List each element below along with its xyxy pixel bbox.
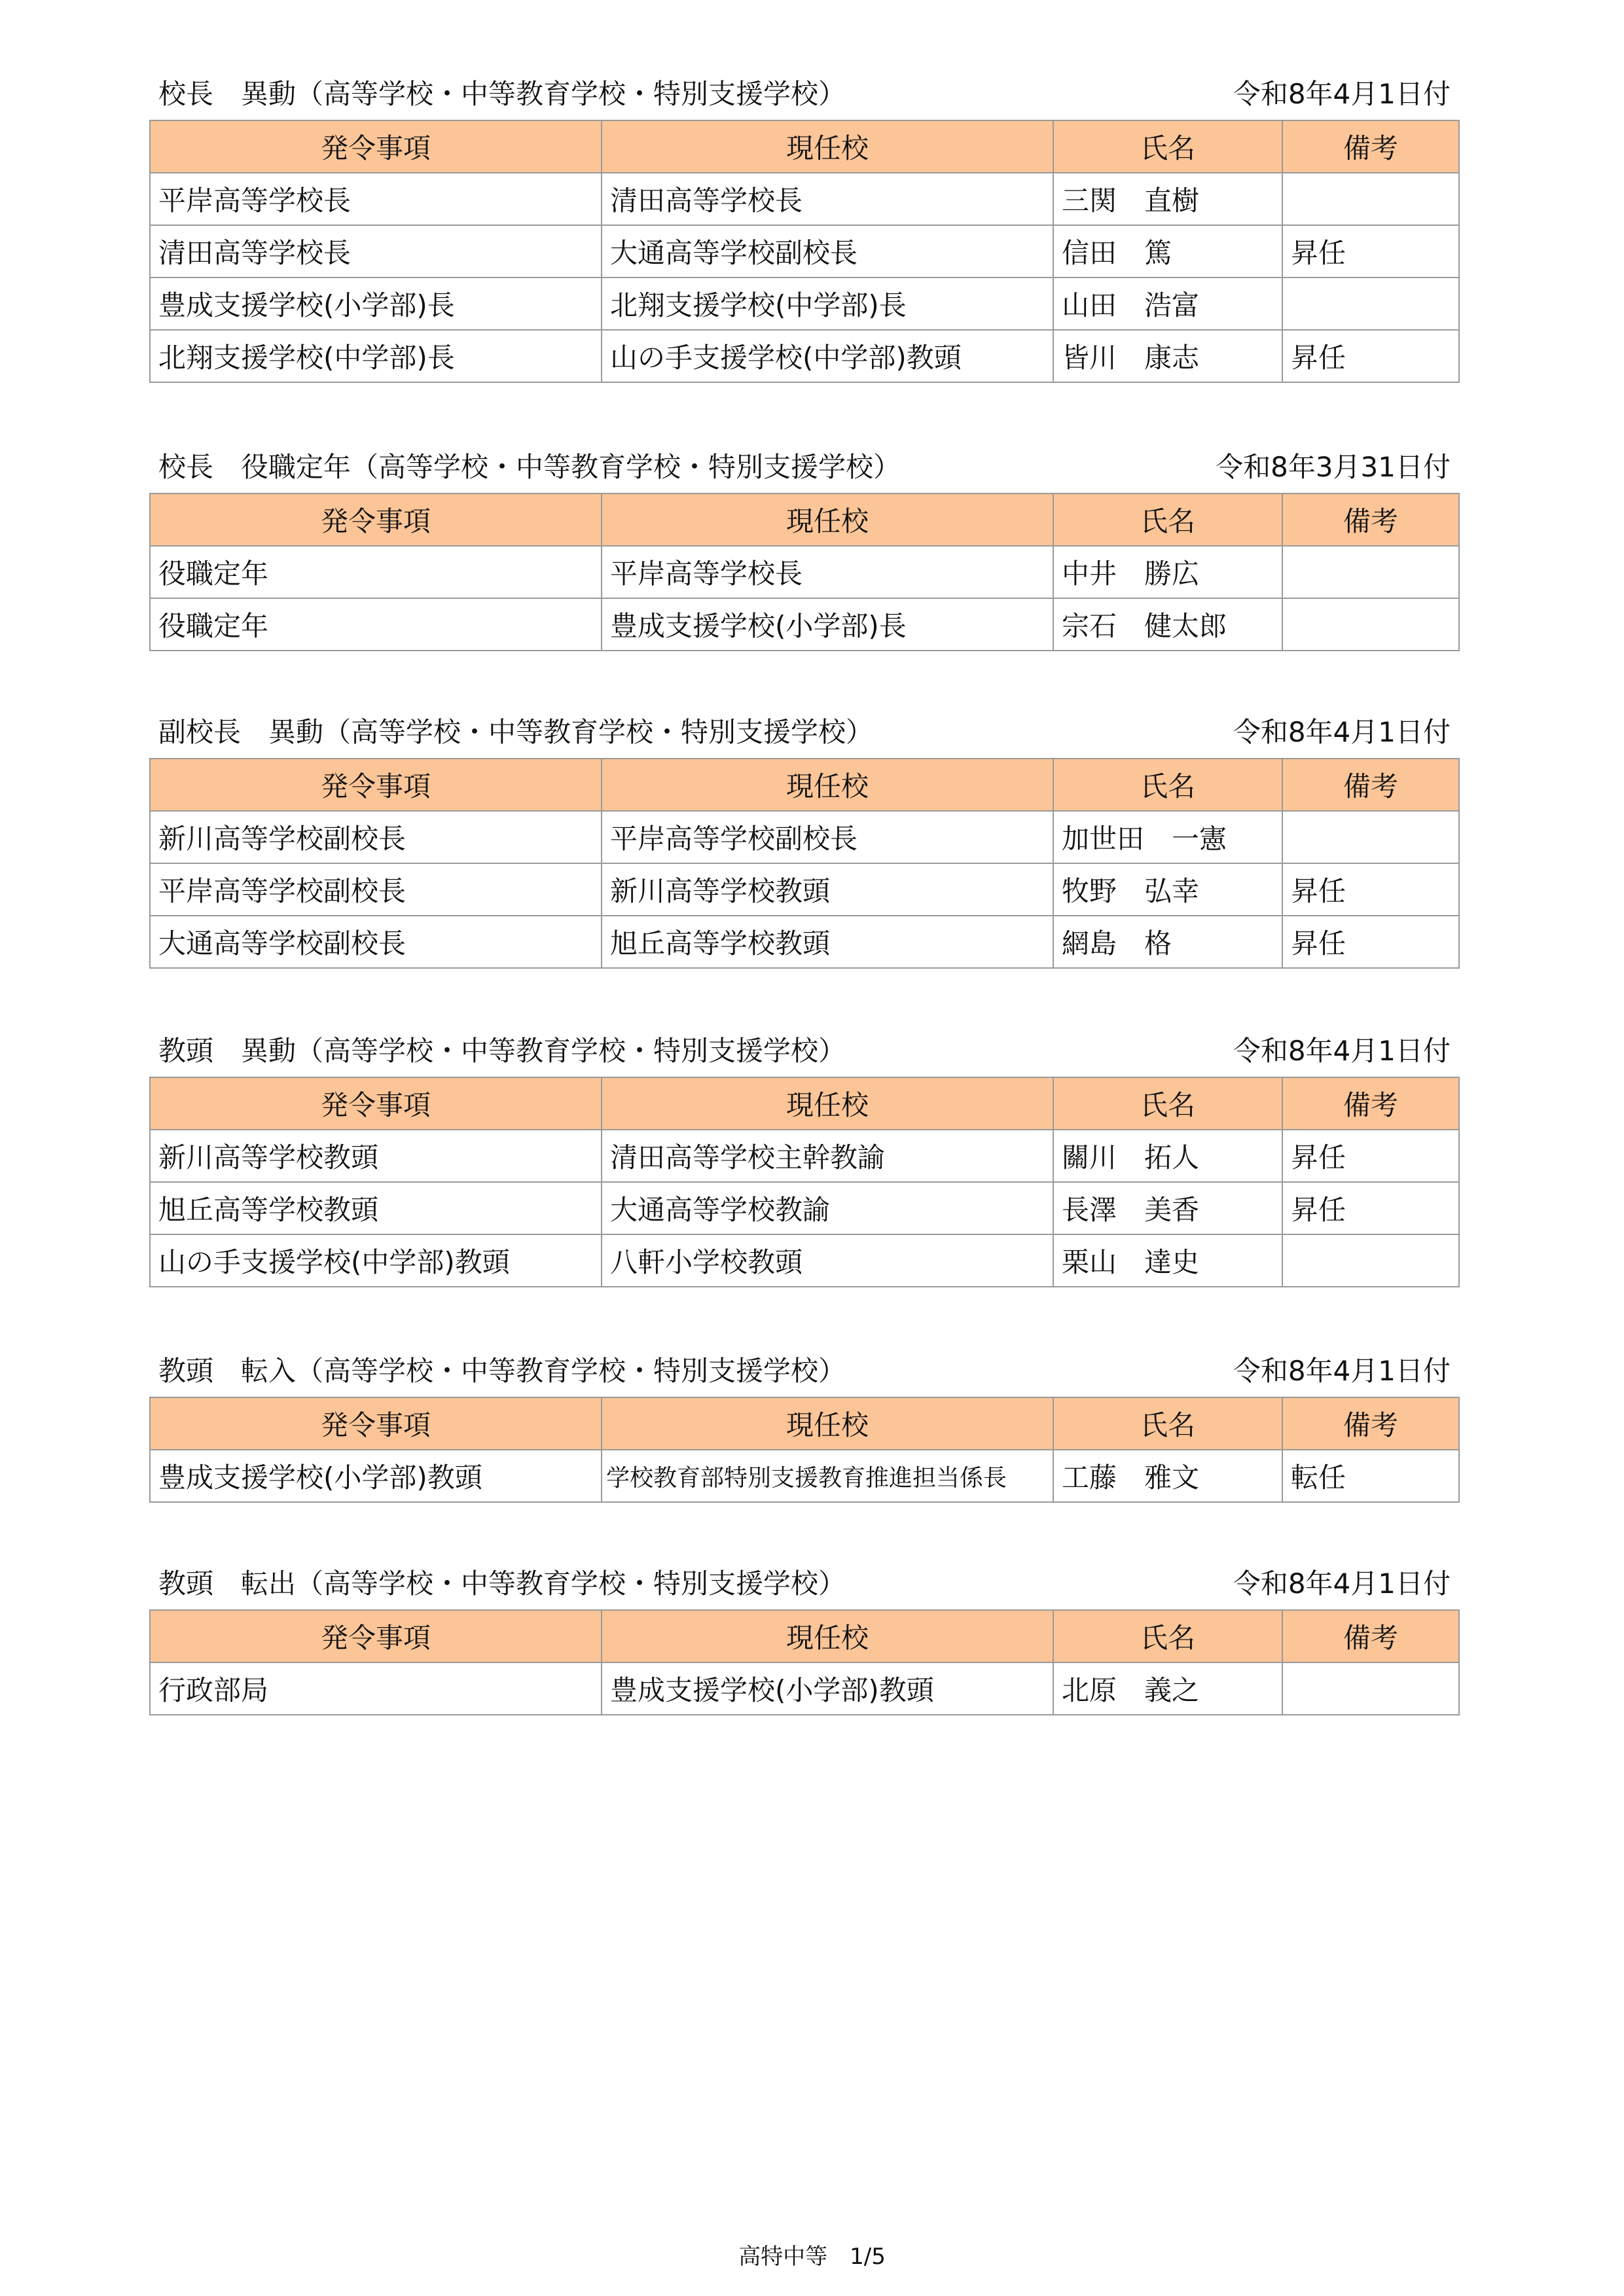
section-vice-head-transfer-out (149, 1566, 1458, 1715)
table-row (150, 225, 1459, 278)
header-name: 氏名 (1053, 120, 1282, 173)
table-row (150, 278, 1459, 330)
cell-order: 清田高等学校長 (150, 225, 602, 278)
cell-remarks (1282, 811, 1459, 863)
cell-current-school: 平岸高等学校長 (602, 546, 1053, 598)
cell-current-school: 大通高等学校教諭 (602, 1182, 1053, 1234)
header-order: 発令事項 (150, 1610, 602, 1662)
section-title: 教頭 転出（高等学校・中等教育学校・特別支援学校） (158, 1568, 846, 1600)
table-row (150, 1234, 1459, 1287)
header-current-school: 現任校 (602, 1077, 1053, 1130)
table-row (150, 916, 1459, 968)
header-name: 氏名 (1053, 759, 1282, 811)
cell-current-school: 大通高等学校副校長 (602, 225, 1053, 278)
header-order: 発令事項 (150, 759, 602, 811)
cell-name: 牧野 弘幸 (1053, 863, 1282, 916)
header-current-school: 現任校 (602, 759, 1053, 811)
cell-order: 豊成支援学校(小学部)長 (150, 278, 602, 330)
table-row (150, 811, 1459, 863)
cell-remarks: 昇任 (1282, 916, 1459, 968)
table-header-row (150, 1610, 1459, 1662)
header-name: 氏名 (1053, 493, 1282, 546)
table-row (150, 1182, 1459, 1234)
cell-name: 加世田 一憲 (1053, 811, 1282, 863)
header-name: 氏名 (1053, 1397, 1282, 1450)
table-row (150, 1130, 1459, 1182)
header-remarks: 備考 (1282, 759, 1459, 811)
table-header-row (150, 493, 1459, 546)
table-header-row (150, 1077, 1459, 1130)
cell-order: 新川高等学校教頭 (150, 1130, 602, 1182)
table-header-row (150, 1397, 1459, 1450)
header-current-school: 現任校 (602, 1397, 1053, 1450)
section-header (149, 450, 1458, 493)
cell-remarks (1282, 278, 1459, 330)
personnel-table (149, 120, 1460, 383)
cell-current-school: 清田高等学校主幹教諭 (602, 1130, 1053, 1182)
section-title: 教頭 異動（高等学校・中等教育学校・特別支援学校） (158, 1035, 846, 1067)
cell-current-school: 新川高等学校教頭 (602, 863, 1053, 916)
cell-order: 平岸高等学校長 (150, 173, 602, 225)
table-row (150, 1662, 1459, 1715)
table-header-row (150, 120, 1459, 173)
section-date: 令和8年4月1日付 (1233, 1035, 1451, 1067)
section-date: 令和8年4月1日付 (1233, 1568, 1451, 1600)
header-remarks: 備考 (1282, 1077, 1459, 1130)
cell-current-school: 八軒小学校教頭 (602, 1234, 1053, 1287)
cell-current-school: 山の手支援学校(中学部)教頭 (602, 330, 1053, 382)
header-current-school: 現任校 (602, 493, 1053, 546)
cell-name: 皆川 康志 (1053, 330, 1282, 382)
section-date: 令和8年3月31日付 (1216, 451, 1451, 483)
cell-remarks (1282, 598, 1459, 651)
cell-remarks (1282, 1662, 1459, 1715)
section-header (149, 1566, 1458, 1609)
cell-order: 新川高等学校副校長 (150, 811, 602, 863)
table-row (150, 598, 1459, 651)
cell-order: 行政部局 (150, 1662, 602, 1715)
cell-order: 旭丘高等学校教頭 (150, 1182, 602, 1234)
cell-order: 大通高等学校副校長 (150, 916, 602, 968)
cell-current-school: 清田高等学校長 (602, 173, 1053, 225)
cell-name: 關川 拓人 (1053, 1130, 1282, 1182)
cell-name: 北原 義之 (1053, 1662, 1282, 1715)
cell-order: 山の手支援学校(中学部)教頭 (150, 1234, 602, 1287)
cell-order: 北翔支援学校(中学部)長 (150, 330, 602, 382)
section-header (149, 77, 1458, 120)
cell-order: 役職定年 (150, 546, 602, 598)
cell-name: 網島 格 (1053, 916, 1282, 968)
section-date: 令和8年4月1日付 (1233, 1355, 1451, 1387)
cell-current-school: 学校教育部特別支援教育推進担当係長 (602, 1450, 1053, 1502)
table-row (150, 173, 1459, 225)
cell-order: 豊成支援学校(小学部)教頭 (150, 1450, 602, 1502)
cell-current-school: 豊成支援学校(小学部)教頭 (602, 1662, 1053, 1715)
personnel-table (149, 1077, 1460, 1287)
section-vice-head-transfer-in (149, 1354, 1458, 1503)
cell-name: 信田 篤 (1053, 225, 1282, 278)
header-remarks: 備考 (1282, 120, 1459, 173)
cell-remarks: 昇任 (1282, 1130, 1459, 1182)
section-title: 校長 役職定年（高等学校・中等教育学校・特別支援学校） (158, 451, 901, 483)
section-principal-transfer (149, 77, 1458, 383)
header-name: 氏名 (1053, 1077, 1282, 1130)
cell-name: 三関 直樹 (1053, 173, 1282, 225)
header-order: 発令事項 (150, 1077, 602, 1130)
cell-remarks: 転任 (1282, 1450, 1459, 1502)
cell-current-school: 北翔支援学校(中学部)長 (602, 278, 1053, 330)
section-vice-principal-transfer (149, 715, 1458, 969)
header-order: 発令事項 (150, 120, 602, 173)
section-date: 令和8年4月1日付 (1233, 78, 1451, 110)
cell-name: 山田 浩富 (1053, 278, 1282, 330)
table-row (150, 863, 1459, 916)
section-header (149, 715, 1458, 758)
cell-name: 栗山 達史 (1053, 1234, 1282, 1287)
header-current-school: 現任校 (602, 1610, 1053, 1662)
cell-order: 平岸高等学校副校長 (150, 863, 602, 916)
header-remarks: 備考 (1282, 493, 1459, 546)
header-order: 発令事項 (150, 493, 602, 546)
section-date: 令和8年4月1日付 (1233, 716, 1451, 748)
section-principal-retirement (149, 450, 1458, 651)
cell-remarks: 昇任 (1282, 863, 1459, 916)
cell-name: 宗石 健太郎 (1053, 598, 1282, 651)
cell-current-school: 豊成支援学校(小学部)長 (602, 598, 1053, 651)
table-row (150, 330, 1459, 382)
cell-remarks (1282, 546, 1459, 598)
section-header (149, 1354, 1458, 1397)
header-order: 発令事項 (150, 1397, 602, 1450)
section-title: 校長 異動（高等学校・中等教育学校・特別支援学校） (158, 78, 846, 110)
cell-order: 役職定年 (150, 598, 602, 651)
section-title: 副校長 異動（高等学校・中等教育学校・特別支援学校） (158, 716, 874, 748)
table-row (150, 1450, 1459, 1502)
table-row (150, 546, 1459, 598)
cell-remarks: 昇任 (1282, 1182, 1459, 1234)
personnel-table (149, 1609, 1460, 1715)
cell-remarks (1282, 173, 1459, 225)
section-title: 教頭 転入（高等学校・中等教育学校・特別支援学校） (158, 1355, 846, 1387)
cell-remarks: 昇任 (1282, 330, 1459, 382)
cell-remarks (1282, 1234, 1459, 1287)
header-remarks: 備考 (1282, 1610, 1459, 1662)
cell-current-school: 平岸高等学校副校長 (602, 811, 1053, 863)
cell-name: 工藤 雅文 (1053, 1450, 1282, 1502)
cell-name: 長澤 美香 (1053, 1182, 1282, 1234)
header-name: 氏名 (1053, 1610, 1282, 1662)
cell-remarks: 昇任 (1282, 225, 1459, 278)
page-footer: 高特中等 1/5 (738, 2244, 886, 2270)
cell-name: 中井 勝広 (1053, 546, 1282, 598)
personnel-table (149, 1397, 1460, 1503)
header-current-school: 現任校 (602, 120, 1053, 173)
section-vice-head-transfer (149, 1033, 1458, 1287)
cell-current-school: 旭丘高等学校教頭 (602, 916, 1053, 968)
section-header (149, 1033, 1458, 1077)
table-header-row (150, 759, 1459, 811)
personnel-table (149, 758, 1460, 969)
personnel-table (149, 493, 1460, 651)
header-remarks: 備考 (1282, 1397, 1459, 1450)
